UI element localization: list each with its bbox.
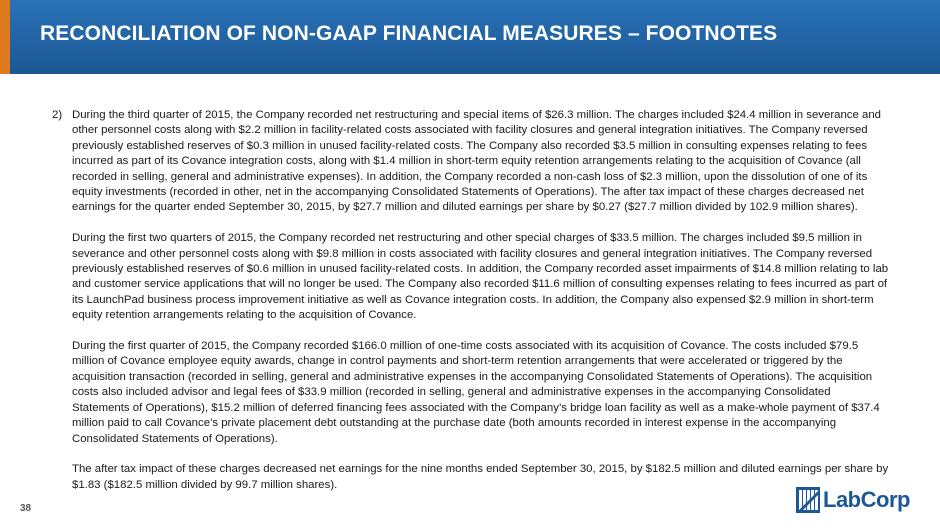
header-accent-bar [0,0,10,74]
footnote-paragraph-nine-months: The after tax impact of these charges decreased net earnings for the nine months ended September 30, 2015, by $182.5 million and diluted earnings per share by $1.83 ($182.5 million divided by 99.7 million shares). [72,463,889,491]
footnote-paragraph-q3: During the third quarter of 2015, the Company recorded net restructuring and special items of $26.3 million. The charges included $24.4 million in severance and other personnel costs along with $2.2 million in facility-related costs associated with facility closures and general integration initiatives. The Company reversed previously established reserves of $0.3 million in unused facility-related costs. The Company also recorded $3.5 million in consulting expenses relating to fees incurred as part of its Covance integration costs, along with $1.4 million in short-term equity retention arrangements relating to the acquisition of Covance (all recorded in selling, general and administrative expenses). In addition, the Company recorded a non-cash loss of $2.3 million, upon the dissolution of one of its equity investments (recorded in other, net in the accompanying Consolidated Statements of Operations). The after tax impact of these charges decreased net earnings for the quarter ended September 30, 2015, by $27.7 million and diluted earnings per share by $0.27 ($27.7 million divided by 102.9 million shares). [72,109,881,214]
page-title: RECONCILIATION OF NON-GAAP FINANCIAL MEASURES – FOOTNOTES [40,22,778,45]
labcorp-logo-icon [796,487,820,513]
labcorp-logo-text: LabCorp [823,487,910,512]
footnote-paragraph-first-two-quarters: During the first two quarters of 2015, the Company recorded net restructuring and other special charges of $33.5 million. The charges included $9.5 million in severance and other personnel costs along with $9.8 million in costs associated with facility closures and general integration initiatives. The Company reversed previously established reserves of $0.6 million in unused facility-related costs. In addition, the Company recorded asset impairments of $14.8 million relating to lab and customer service applications that will no longer be used. The Company also recorded $11.6 million of consulting expenses relating to fees incurred as part of its LaunchPad business process improvement initiative as well as Covance integration costs. In addition, the Company also expensed $2.9 million in short-term equity retention arrangements relating to the acquisition of Covance. [72,232,889,322]
page-number: 38 [20,503,32,514]
footnote-paragraph-q1: During the first quarter of 2015, the Company recorded $166.0 million of one-time costs associated with its acquisition of Covance. The costs included $79.5 million of Covance employee equity awards, change in control payments and short-term retention arrangements that were accelerated or triggered by the acquisition transaction (recorded in selling, general and administrative expenses in the accompanying Consolidated Statements of Operations). The acquisition costs also included advisor and legal fees of $33.9 million (recorded in selling, general and administrative expenses in the accompanying Consolidated Statements of Operations), $15.2 million of deferred financing fees associated with the Company’s bridge loan facility as well as a make-whole payment of $37.4 million paid to call Covance’s private placement debt outstanding at the purchase date (both amounts recorded in interest expense in the accompanying Consolidated Statements of Operations). [72,340,880,445]
footnote-number: 2) [52,109,63,121]
footnote-body [72,108,890,509]
labcorp-logo [796,486,910,514]
